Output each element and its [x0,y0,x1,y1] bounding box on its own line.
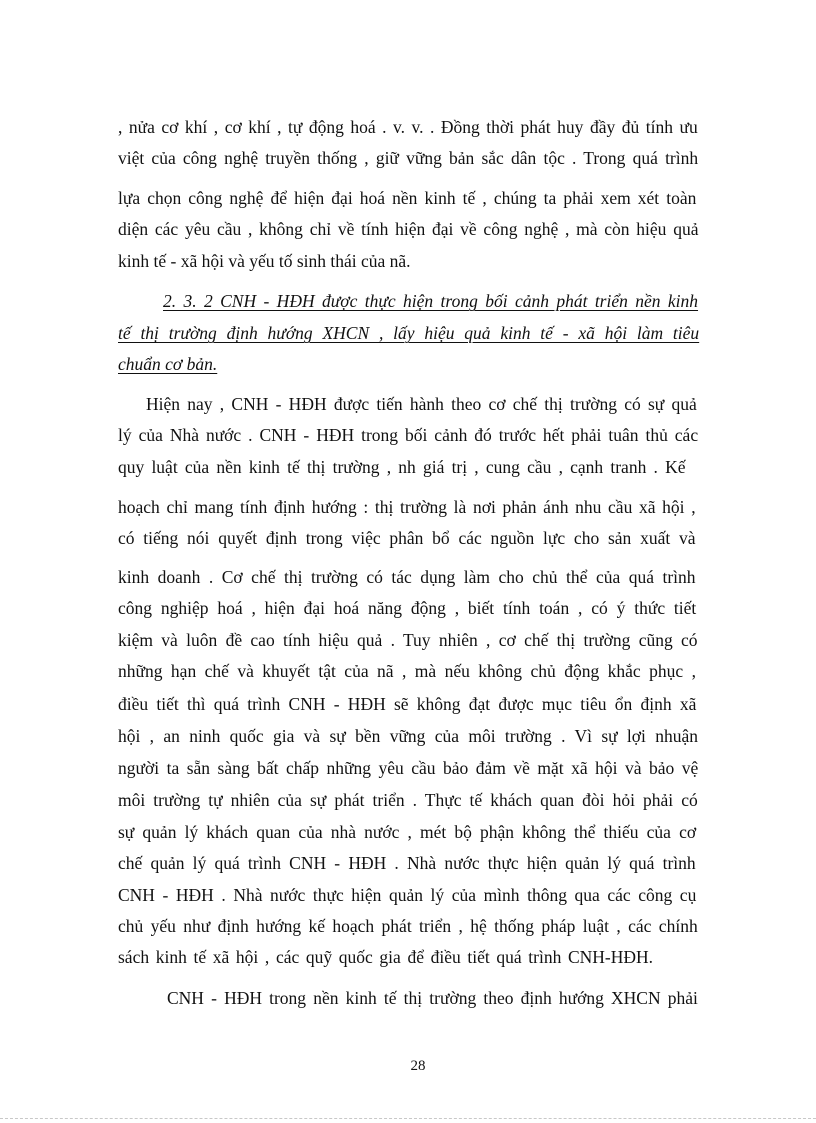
page-number: 28 [410,1058,426,1074]
page-edge-divider [0,1118,816,1119]
document-page: , nửa cơ khí , cơ khí , tự động hoá . v. v. . Đồng thời phát huy đầy đủ tính ưu việt của công nghệ truyền thống , giữ vững bản sắc dân tộc . Trong quá trình lựa chọn công nghệ để hiện đại hoá nền kinh tế , chúng ta phải xem xét toàn diện các yêu cầu , không chỉ về tính hiện đại về công nghệ , mà còn hiệu quả kinh tế - xã hội và yếu tố sinh thái của nã. 2. 3. 2 CNH - HĐH được thực hiện trong bối cảnh phát triển nền kinh tế thị trường định hướng XHCN , lấy hiệu quả kinh tế - xã hội làm tiêu chuẩn cơ bản. Hiện nay , CNH - HĐH được tiến hành theo cơ chế thị trường có sự quả lý của Nhà nước . CNH - HĐH trong bối cảnh đó trước hết phải tuân thủ các quy luật của nền kinh tế thị trường , nh giá trị , cung cầu , cạnh tranh . Kế hoạch chỉ mang tính định hướng : thị trường là nơi phản ánh nhu cầu xã hội , có tiếng nói quyết định trong việc phân bổ các nguồn lực cho sản xuất và kinh doanh . Cơ chế thị trường có tác dụng làm cho chủ thể của quá trình công nghiệp hoá , hiện đại hoá năng động , biết tính toán , có ý thức tiết kiệm và luôn đề cao tính hiệu quả . Tuy nhiên , cơ chế thị trường cũng có những hạn chế và khuyết tật của nã , mà nếu không chủ động khắc phục , điều tiết thì quá trình CNH - HĐH sẽ không đạt được mục tiêu ổn định xã hội , an ninh quốc gia và sự bền vững của môi trường . Vì sự lợi nhuận người ta sẵn sàng bất chấp những yêu cầu bảo đảm về mặt xã hội và bảo vệ môi trường tự nhiên của sự phát triển . Thực tế khách quan đòi hỏi phải có sự quản lý khách quan của nhà nước , mét bộ phận không thể thiếu của cơ chế quản lý quá trình CNH - HĐH . Nhà nước thực hiện quản lý quá trình CNH - HĐH . Nhà nước thực hiện quản lý của mình thông qua các công cụ chủ yếu như định hướng kế hoạch phát triển , hệ thống pháp luật , các chính sách kinh tế xã hội , các quỹ quốc gia để điều tiết quá trình CNH-HĐH. CNH - HĐH trong nền kinh tế thị trường theo định hướng XHCN phải 28 [0,0,816,1123]
